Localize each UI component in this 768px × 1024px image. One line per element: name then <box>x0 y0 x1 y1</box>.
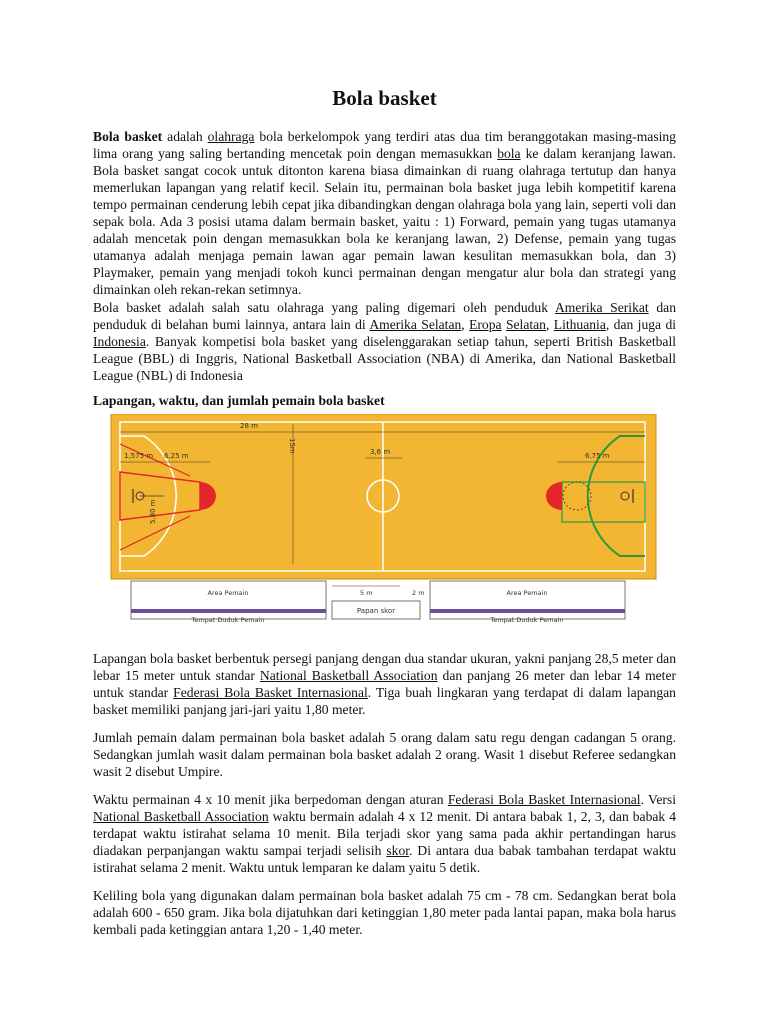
term-bola-basket: Bola basket <box>93 129 163 144</box>
page-title: Bola basket <box>332 86 437 110</box>
text-segment: . Di antara dua babak tambahan terdapat waktu istirahat selama 2 menit. Waktu untuk lemparan ke dalam yaitu 5 detik. <box>93 843 676 875</box>
text-segment: adalah <box>162 129 208 144</box>
label-d5: 5,80 m <box>149 499 157 524</box>
paragraph-court-size <box>93 650 676 718</box>
text-segment: , <box>461 317 470 332</box>
text-segment: . Tiga buah lingkaran yang terdapat di dalam lapangan basket memiliki panjang jari-jari yaitu 1,80 meter. <box>93 685 676 717</box>
link-fiba[interactable]: Federasi Bola Basket Internasional <box>173 685 368 700</box>
text-segment: waktu bermain adalah 4 x 12 menit. Di antara babak 1, 2, 3, dan babak 4 terdapat waktu istirahat selama 10 menit. Bila terjadi skor yang sama pada akhir pertandingan harus diadakan perpanjangan waktu sampai terjadi selisih <box>93 809 677 858</box>
paragraph-intro <box>93 128 676 298</box>
section-heading: Lapangan, waktu, dan jumlah pemain bola basket <box>93 393 385 408</box>
area-right-label: Area Pemain <box>506 589 548 597</box>
link-amerika-selatan[interactable]: Amerika Selatan <box>369 317 462 332</box>
paragraph-players: Jumlah pemain dalam permainan bola basket adalah 5 orang dalam satu regu dengan cadangan 5 orang. Sedangkan jumlah wasit dalam permainan bola basket adalah 2 orang. Wasit 1 disebut Referee sedangkan wasit 2 disebut Umpire. <box>93 730 676 779</box>
text-segment: Lapangan bola basket berbentuk persegi panjang dengan dua standar ukuran, yakni panjang 28,5 meter dan lebar 15 meter untuk standar <box>93 651 676 683</box>
area-left-box <box>131 581 326 619</box>
label-mid-2m: 2 m <box>412 589 425 597</box>
label-d4: 6,75 m <box>585 452 610 460</box>
label-d2: 6,25 m <box>164 452 189 460</box>
label-d3: 3,6 m <box>370 448 391 456</box>
label-width: 15m <box>288 438 296 454</box>
scoreboard-label: Papan skor <box>356 607 396 615</box>
text-segment: dan panjang 26 meter dan lebar 14 meter untuk standar <box>93 668 677 700</box>
text-segment: bola berkelompok yang terdiri atas dua tim beranggotakan masing-masing lima orang yang saling bertanding mencetak poin dengan memasukkan <box>93 129 676 161</box>
text-segment: . Versi <box>640 792 676 807</box>
link-bola[interactable]: bola <box>497 146 521 161</box>
link-fiba-2[interactable]: Federasi Bola Basket Internasional <box>447 792 641 807</box>
text-segment: . Banyak kompetisi bola basket yang diselenggarakan setiap tahun, seperti British Basketball League (BBL) di Inggris, National Basketball Association (NBA) di Amerika, dan National Basketball League (NBL) di Indonesia <box>93 334 676 383</box>
text-segment: dan penduduk di belahan bumi lainnya, antara lain di <box>93 300 676 332</box>
link-nba-2[interactable]: National Basketball Association <box>93 809 269 824</box>
bench-right <box>430 609 625 613</box>
paragraph-time <box>93 791 676 876</box>
seat-left-label: Tempat Duduk Pemain <box>191 616 265 624</box>
link-amerika-serikat[interactable]: Amerika Serikat <box>554 300 649 315</box>
court-diagram <box>100 414 672 629</box>
link-indonesia[interactable]: Indonesia <box>93 334 146 349</box>
text-segment: , <box>545 317 554 332</box>
text-segment: Bola basket adalah salah satu olahraga yang paling digemari oleh penduduk <box>93 300 555 315</box>
seat-right-label: Tempat Duduk Pemain <box>490 616 564 624</box>
area-left-label: Area Pemain <box>207 589 249 597</box>
text-segment: ke dalam keranjang lawan. Bola basket sangat cocok untuk ditonton karena biasa dimainkan di ruang olahraga tertutup dan hanya memerlukan lapangan yang relatif kecil. Selain itu, permainan bola basket juga lebih kompetitif karena tempo permainan cenderung lebih cepat jika dibandingkan dengan olahraga bola yang lain, seperti voli dan sepak bola. Ada 3 posisi utama dalam bermain basket, yaitu : 1) Forward, pemain yang tugas utamanya adalah mencetak poin dengan memasukkan bola ke keranjang lawan, 2) Defense, pemain yang tugas utamanya adalah menjaga pemain lawan agar pemain lawan kesulitan memasukkan bola, dan 3) Playmaker, pemain yang menjadi tokoh kunci permainan dengan mengatur alur bola dan strategi yang dimainkan oleh rekan-rekan setimnya. <box>93 146 677 297</box>
area-right-box <box>430 581 625 619</box>
link-nba[interactable]: National Basketball Association <box>259 668 438 683</box>
link-selatan[interactable]: Selatan <box>505 317 546 332</box>
link-lithuania[interactable]: Lithuania <box>553 317 606 332</box>
paragraph-ball: Keliling bola yang digunakan dalam permainan bola basket adalah 75 cm - 78 cm. Sedangkan berat bola adalah 600 - 650 gram. Jika bola dijatuhkan dari ketinggian 1,80 meter pada lantai papan, maka bola harus kembali pada ketinggian antara 1,20 - 1,40 meter. <box>93 888 676 937</box>
text-segment: Waktu permainan 4 x 10 menit jika berpedoman dengan aturan <box>93 792 448 807</box>
link-skor[interactable]: skor <box>386 843 410 858</box>
paragraph-popularity <box>93 299 676 384</box>
link-eropa[interactable]: Eropa <box>469 317 502 332</box>
label-mid-5m: 5 m <box>360 589 373 597</box>
label-length: 28 m <box>240 422 258 430</box>
text-segment: , dan juga di <box>605 317 677 332</box>
label-d1: 1,575 m <box>124 452 154 460</box>
bench-left <box>131 609 326 613</box>
link-olahraga[interactable]: olahraga <box>207 129 255 144</box>
